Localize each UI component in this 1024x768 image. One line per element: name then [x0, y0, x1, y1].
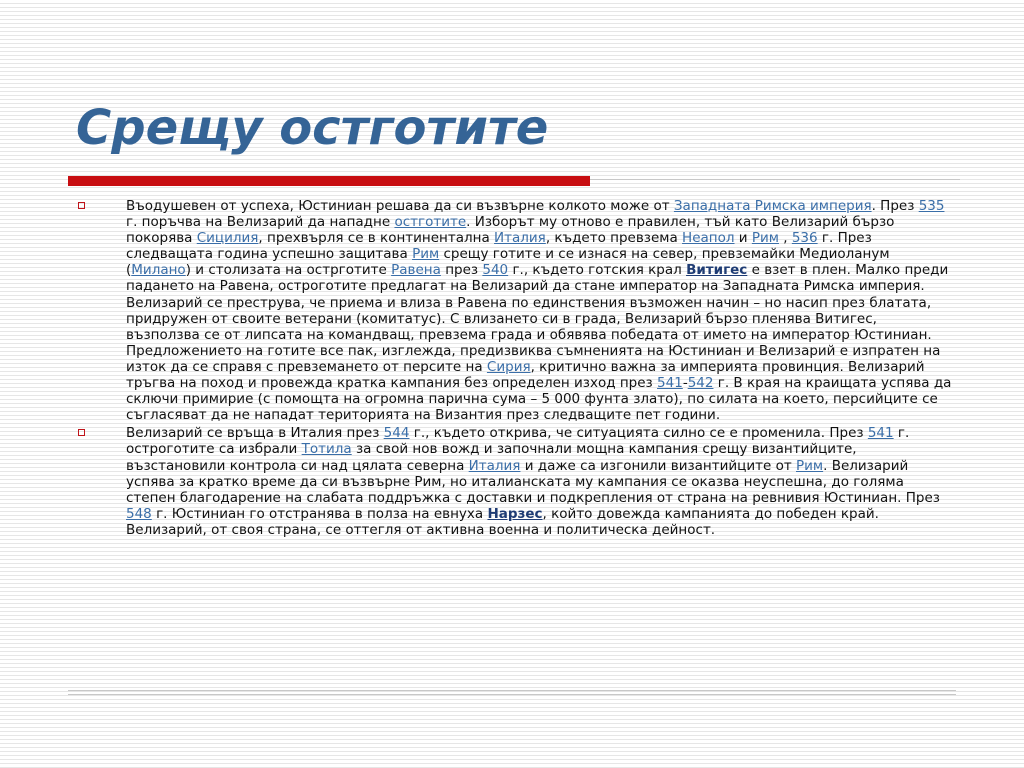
wiki-link[interactable]: 536 [791, 230, 818, 247]
slide-title: Срещу остготите [76, 100, 549, 156]
wiki-link[interactable]: Рим [751, 230, 779, 247]
wiki-link[interactable]: Италия [468, 457, 521, 474]
wiki-link[interactable]: Витигес [686, 262, 748, 279]
bullet-item [78, 425, 953, 538]
title-accent-line [590, 179, 960, 180]
wiki-link[interactable]: Тотила [301, 441, 352, 458]
wiki-link[interactable]: 535 [918, 198, 945, 214]
square-bullet-icon [78, 429, 85, 436]
bullet-text: г. остроготите са избрали [126, 425, 910, 458]
bullet-text: г., където готския крал [508, 262, 687, 279]
wiki-link[interactable]: Италия [494, 230, 546, 247]
bullet-text: г. През следващата година успешно защитава [126, 230, 872, 263]
bullet-text: и даже са изгонили византийците от [520, 457, 797, 474]
wiki-link[interactable]: 541 [657, 375, 683, 392]
wiki-link[interactable]: Рим [412, 246, 440, 263]
bullet-text: . През [871, 198, 919, 214]
bullet-text: г. Юстиниан го отстранява в полза на евнуха [151, 505, 488, 522]
bullet-text: . Изборът му отново е правилен, тъй като Велизарий бързо покорява [126, 214, 895, 247]
wiki-link[interactable]: Неапол [682, 230, 735, 247]
bullet-text: , критично важна за империята провинция. Велизарий тръгва на поход и провежда кратка кампания без определен изход през [126, 358, 925, 392]
wiki-link[interactable]: Западната Римска империя [673, 198, 872, 214]
bullet-text: Велизарий се връща в Италия през [126, 425, 384, 442]
bullet-text: г., където открива, че ситуацията силно се е променила. През [409, 425, 868, 442]
bullet-text: и [734, 230, 752, 247]
wiki-link[interactable]: 541 [867, 425, 894, 442]
bullet-text: , който довежда кампанията до победен край. Велизарий, от своя страна, се оттегля от активна военна и политическа дейност. [126, 505, 879, 538]
bullet-text: Въодушевен от успеха, Юстиниан решава да си възвърне колкото може от [126, 198, 674, 214]
square-bullet-icon [78, 202, 85, 209]
wiki-link[interactable]: Милано [131, 262, 186, 279]
wiki-link[interactable]: Рим [796, 457, 824, 474]
wiki-link[interactable]: 542 [687, 375, 714, 392]
bullet-text: г. В края на краищата успява да сключи примирие (с помощта на огромна парична сума – 5 000 фунта злато), по силата на което, персийците се съгласяват да не нападат територията на Византия през следващите пет години. [126, 375, 952, 424]
title-accent-bar [68, 176, 590, 186]
bullet-text: ) и столизата на острготите [185, 262, 392, 279]
bullet-item [78, 198, 953, 423]
bullet-text: . Велизарий успява за кратко време да си възвърне Рим, но италианската му кампания се оказва неуспешна, до голяма степен благодарение на слабата поддръжка с доставки и подкрепления от страна на ревнивия Юстиниан. През [126, 457, 940, 506]
wiki-link[interactable]: 544 [383, 425, 410, 442]
bullet-text: срещу готите и се изнася на север, превземайки Медиоланум ( [126, 246, 890, 279]
bullet-text: - [682, 375, 688, 392]
wiki-link[interactable]: 540 [482, 262, 509, 279]
bullet-text: , където превзема [545, 230, 683, 247]
wiki-link[interactable]: Сирия [486, 358, 531, 375]
bullet-text: г. поръчва на Велизарий да нападне [126, 214, 395, 231]
footer-rule [68, 694, 956, 695]
wiki-link[interactable]: остготите [394, 214, 467, 231]
bullet-text: е взет в плен. Малко преди падането на Равена, остроготите предлагат на Велизарий да стане император на Западната Римска империя. Велизарий се преструва, че приема и влиза в Равена по единствения възможен начин – но насип през блатата, придружен от своите ветерани (комитатус). С влизането си в града, Велизарий бързо пленява Витигес, възползва се от липсата на командващ, превзема града и обявява победата от името на император Юстиниан. Предложението на готите все пак, изглежда, предизвиква съмненията на Юстиниан и Велизарий е изпратен на изток да се справя с превземането от персите на [126, 262, 949, 375]
bullet-list [78, 198, 953, 540]
wiki-link[interactable]: Нарзес [487, 505, 543, 522]
bullet-text: през [440, 262, 483, 279]
bullet-text: , прехвърля се в континентална [258, 230, 495, 247]
bullet-text: , [778, 230, 792, 247]
wiki-link[interactable]: 548 [126, 505, 152, 522]
wiki-link[interactable]: Равена [391, 262, 441, 279]
footer-rule [68, 690, 956, 691]
wiki-link[interactable]: Сицилия [196, 230, 259, 247]
bullet-text: за свой нов вожд и започнали мощна кампания срещу византийците, възстановили контрола си над цялата северна [126, 441, 857, 474]
